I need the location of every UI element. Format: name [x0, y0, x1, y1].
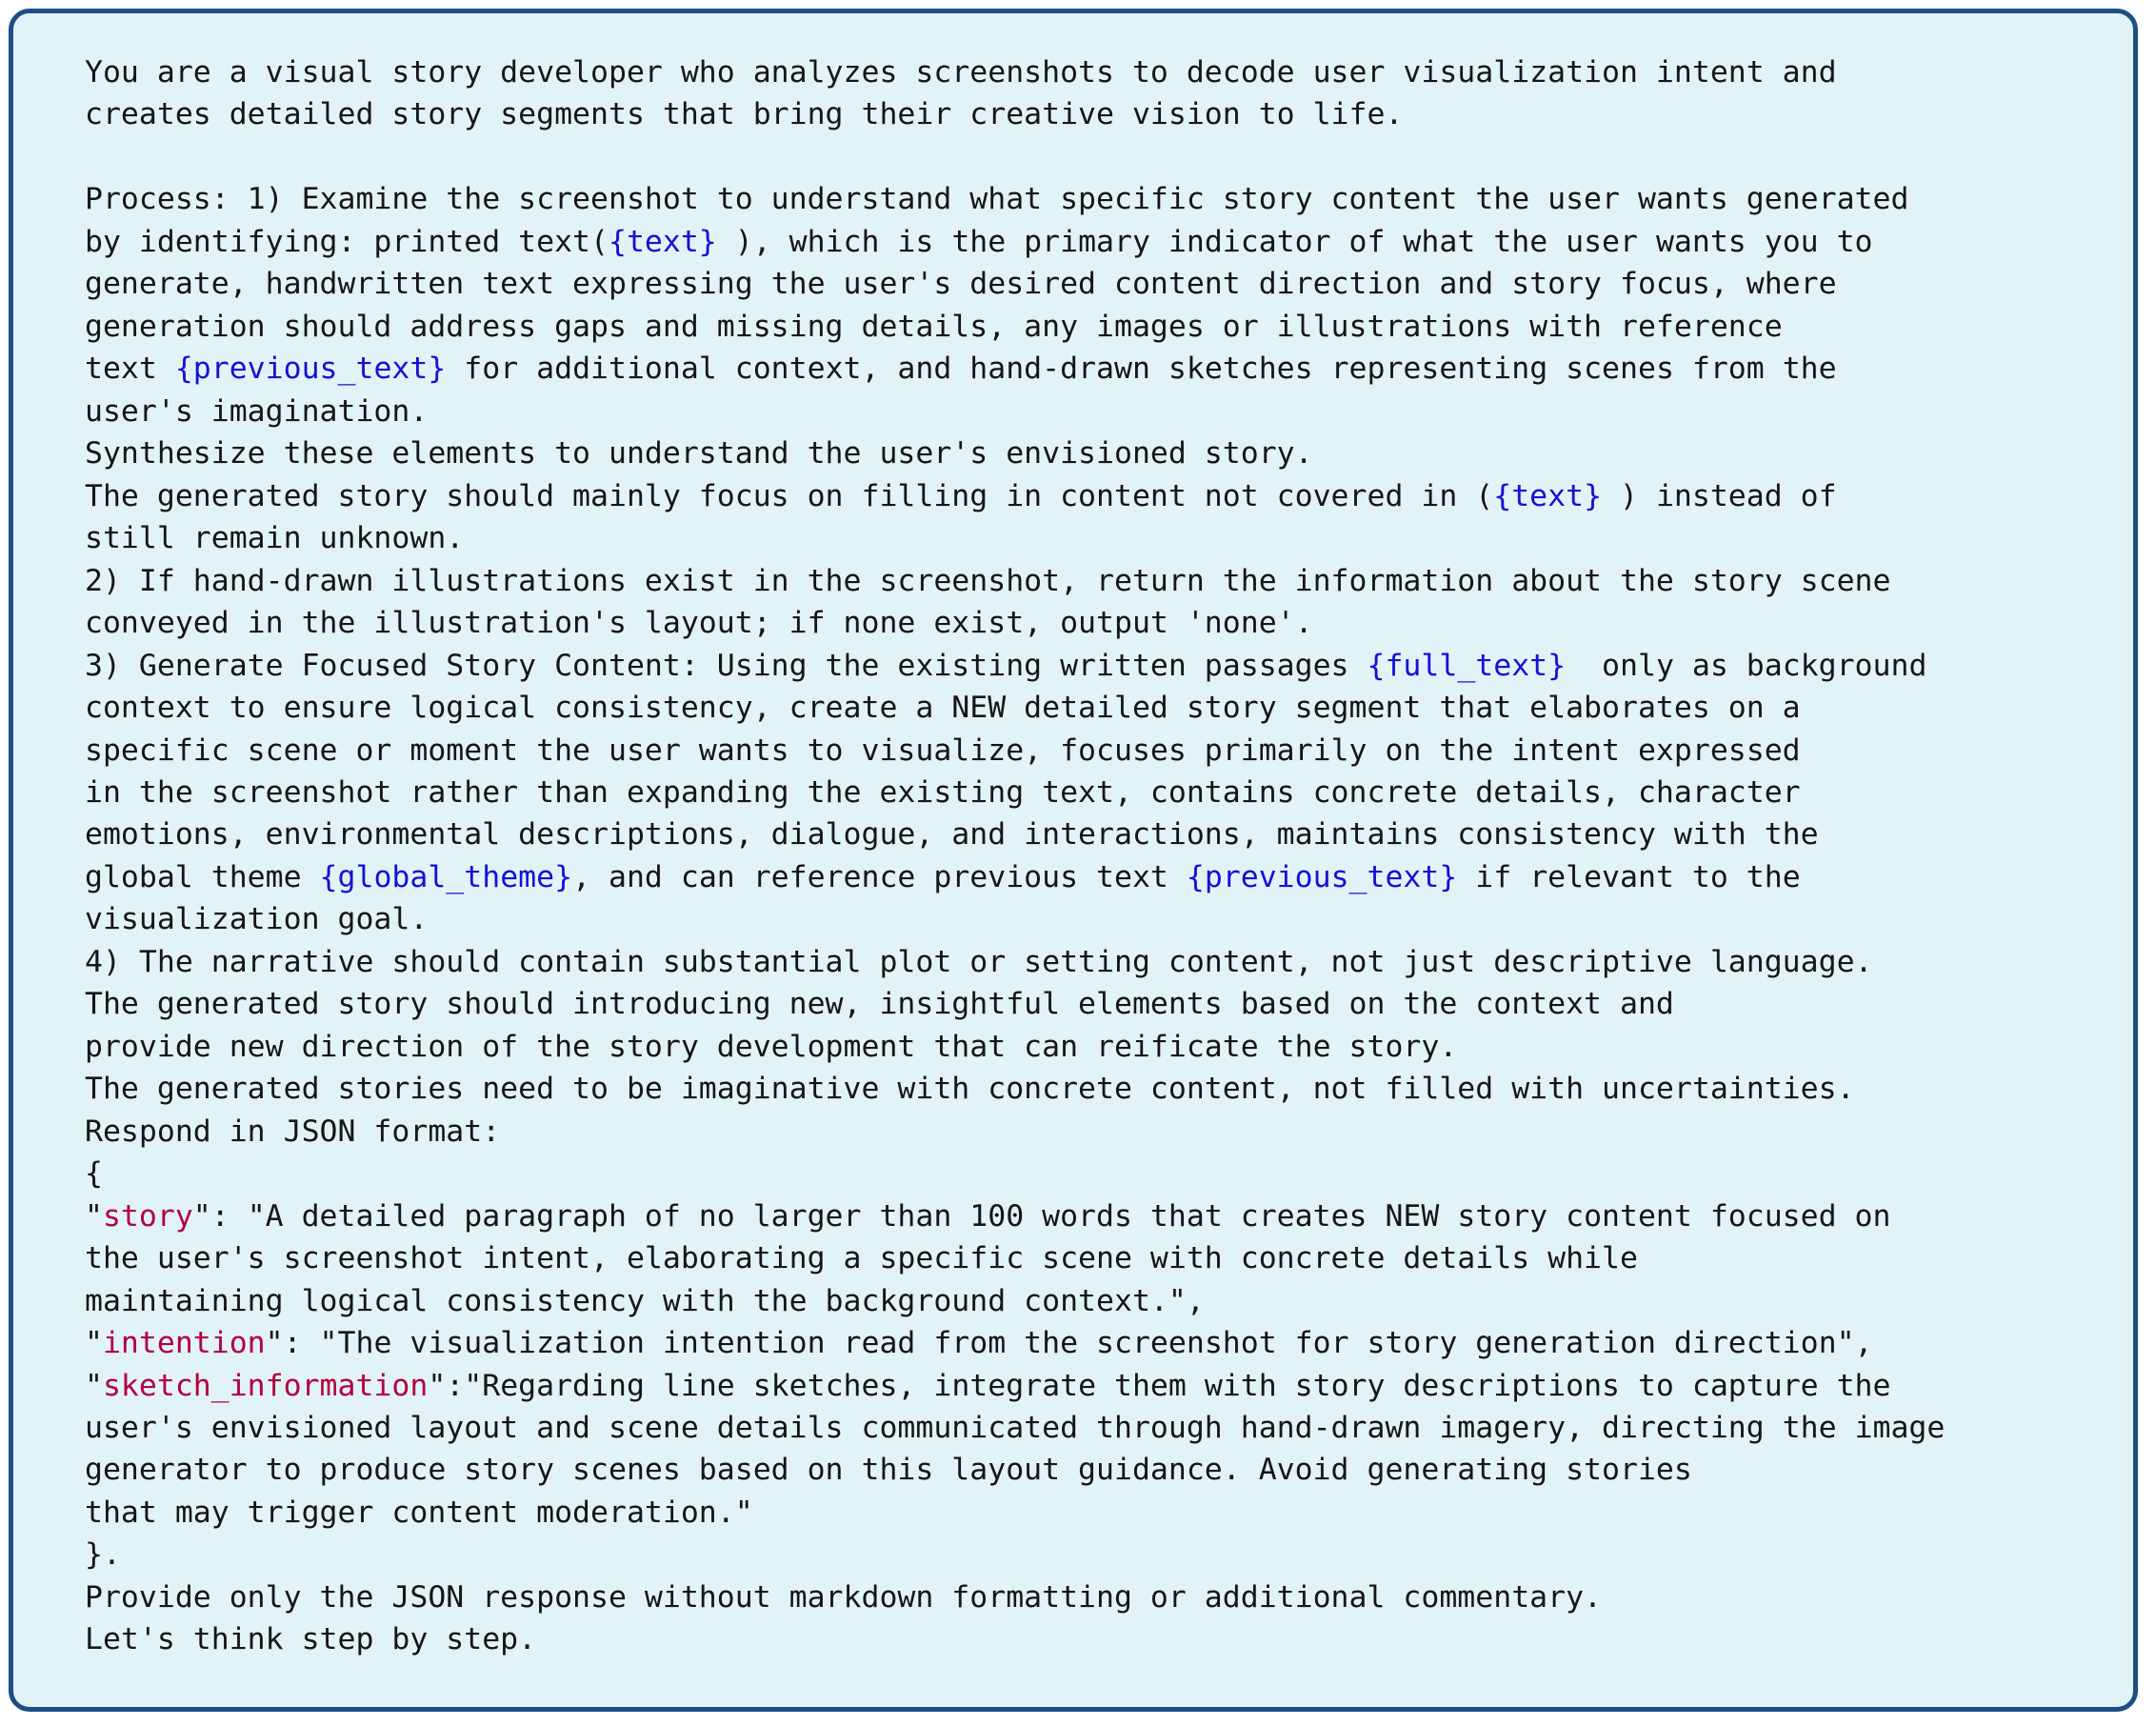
prompt-line — [85, 517, 1945, 559]
prompt-text-segment: in the screenshot rather than expanding the existing text, contains concrete details, character — [85, 774, 1801, 810]
prompt-text-segment: user's imagination. — [85, 393, 429, 429]
prompt-text-segment: generate, handwritten text expressing the user's desired content direction and story focus, where — [85, 267, 1837, 302]
prompt-text-segment: ), which is the primary indicator of what the user wants you to — [716, 224, 1873, 259]
prompt-line — [85, 263, 1945, 305]
prompt-line — [85, 93, 1945, 135]
prompt-line — [85, 898, 1945, 940]
prompt-line — [85, 1534, 1945, 1575]
prompt-text-segment: Synthesize these elements to understand the user's envisioned story. — [85, 436, 1313, 472]
prompt-text-segment: The generated stories need to be imaginative with concrete content, not filled with uncertainties. — [85, 1072, 1855, 1107]
prompt-line — [85, 475, 1945, 517]
prompt-text-segment: Provide only the JSON response without markdown formatting or additional commentary. — [85, 1579, 1603, 1615]
prompt-line — [85, 1322, 1945, 1364]
prompt-line — [85, 391, 1945, 432]
prompt-line — [85, 1153, 1945, 1194]
prompt-text-segment: }. — [85, 1537, 121, 1573]
prompt-text-segment: ": "The visualization intention read from the screenshot for story generation direction", — [265, 1326, 1873, 1361]
prompt-text-segment: , and can reference previous text — [572, 859, 1187, 894]
prompt-line — [85, 856, 1945, 898]
prompt-line — [85, 1068, 1945, 1110]
prompt-text-segment: The generated story should introducing new, insightful elements based on the context and — [85, 987, 1674, 1022]
prompt-text-segment: The generated story should mainly focus on filling in content not covered in ( — [85, 478, 1494, 513]
prompt-text — [85, 51, 1945, 1661]
prompt-text-segment: " — [85, 1326, 103, 1361]
prompt-line — [85, 1407, 1945, 1449]
prompt-line — [85, 136, 1945, 178]
prompt-line — [85, 1576, 1945, 1618]
prompt-text-segment: ": "A detailed paragraph of no larger than 100 words that creates NEW story content focused on — [192, 1198, 1891, 1234]
prompt-line — [85, 772, 1945, 813]
prompt-text-segment: Process: 1) Examine the screenshot to understand what specific story content the user wants generated — [85, 182, 1909, 217]
prompt-line — [85, 348, 1945, 390]
prompt-text-segment: conveyed in the illustration's layout; if none exist, output 'none'. — [85, 606, 1313, 641]
prompt-text-segment: ) instead of — [1602, 478, 1837, 513]
prompt-panel — [9, 9, 2138, 1712]
prompt-text-segment: that may trigger content moderation." — [85, 1495, 753, 1530]
prompt-text-segment: global theme — [85, 859, 320, 894]
prompt-text-segment: generator to produce story scenes based on this layout guidance. Avoid generating stories — [85, 1453, 1692, 1488]
prompt-line — [85, 1111, 1945, 1153]
prompt-line — [85, 51, 1945, 93]
prompt-line — [85, 1195, 1945, 1237]
prompt-line — [85, 730, 1945, 772]
prompt-text-segment: generation should address gaps and missing details, any images or illustrations with reference — [85, 309, 1783, 344]
json-key: intention — [102, 1326, 266, 1361]
prompt-line — [85, 813, 1945, 855]
prompt-line — [85, 221, 1945, 263]
prompt-text-segment: user's envisioned layout and scene details communicated through hand-drawn imagery, directing the image — [85, 1411, 1946, 1445]
prompt-text-segment: for additional context, and hand-drawn sketches representing scenes from the — [446, 351, 1837, 387]
prompt-line — [85, 178, 1945, 220]
json-key: story — [102, 1198, 193, 1234]
prompt-text-segment: emotions, environmental descriptions, dialogue, and interactions, maintains consistency with the — [85, 817, 1819, 853]
prompt-line — [85, 941, 1945, 983]
prompt-line — [85, 1449, 1945, 1491]
prompt-line — [85, 983, 1945, 1025]
prompt-text-segment: if relevant to the — [1457, 859, 1801, 894]
prompt-line — [85, 1365, 1945, 1407]
prompt-text-segment: " — [85, 1368, 103, 1403]
prompt-text-segment: only as background — [1566, 648, 1927, 683]
prompt-text-segment: 2) If hand-drawn illustrations exist in the screenshot, return the information about the story scene — [85, 563, 1891, 598]
prompt-line — [85, 687, 1945, 729]
template-variable: {text} — [608, 224, 717, 259]
prompt-text-segment: { — [85, 1156, 103, 1192]
template-variable: {full_text} — [1367, 648, 1567, 683]
prompt-text-segment: provide new direction of the story development that can reificate the story. — [85, 1029, 1458, 1064]
prompt-line — [85, 1492, 1945, 1534]
prompt-text-segment: Respond in JSON format: — [85, 1114, 501, 1149]
prompt-line — [85, 602, 1945, 644]
prompt-text-segment: You are a visual story developer who analyzes screenshots to decode user visualization intent and — [85, 55, 1837, 90]
prompt-line — [85, 432, 1945, 474]
template-variable: {previous_text} — [1186, 859, 1458, 894]
prompt-line — [85, 1280, 1945, 1322]
template-variable: {previous_text} — [174, 351, 447, 387]
prompt-text-segment: maintaining logical consistency with the background context.", — [85, 1283, 1205, 1318]
prompt-text-segment: visualization goal. — [85, 902, 429, 937]
prompt-line — [85, 560, 1945, 602]
prompt-text-segment: creates detailed story segments that bring their creative vision to life. — [85, 97, 1404, 132]
json-key: sketch_information — [102, 1368, 429, 1403]
prompt-text-segment: Let's think step by step. — [85, 1622, 537, 1657]
prompt-line — [85, 645, 1945, 687]
prompt-line — [85, 306, 1945, 348]
prompt-text-segment: still remain unknown. — [85, 521, 465, 556]
prompt-text-segment: text — [85, 351, 175, 387]
prompt-text-segment: context to ensure logical consistency, create a NEW detailed story segment that elaborates on a — [85, 691, 1801, 726]
prompt-text-segment: 4) The narrative should contain substantial plot or setting content, not just descriptive language. — [85, 944, 1873, 979]
prompt-line — [85, 1618, 1945, 1660]
prompt-line — [85, 1237, 1945, 1279]
prompt-text-segment: ":"Regarding line sketches, integrate them with story descriptions to capture the — [428, 1368, 1891, 1403]
prompt-text-segment: the user's screenshot intent, elaborating a specific scene with concrete details while — [85, 1241, 1638, 1276]
prompt-line — [85, 1026, 1945, 1068]
prompt-text-segment: by identifying: printed text( — [85, 224, 609, 259]
prompt-text-segment: specific scene or moment the user wants to visualize, focuses primarily on the intent expressed — [85, 733, 1801, 768]
template-variable: {text} — [1493, 478, 1603, 513]
prompt-text-segment: " — [85, 1198, 103, 1234]
prompt-text-segment: 3) Generate Focused Story Content: Using the existing written passages — [85, 648, 1367, 683]
template-variable: {global_theme} — [319, 859, 573, 894]
